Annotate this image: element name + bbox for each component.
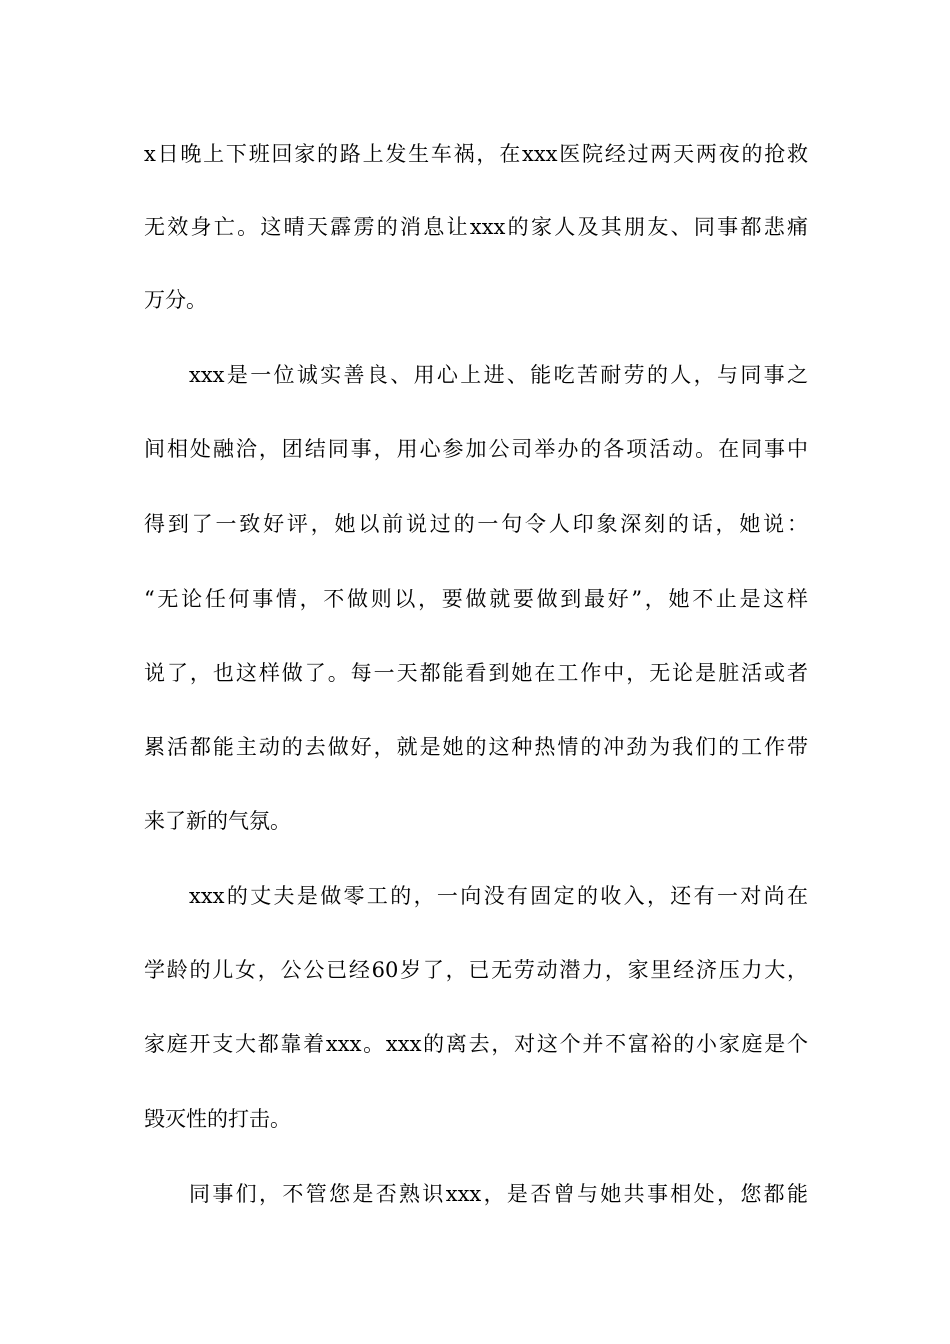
text-line: 说了，也这样做了。每一天都能看到她在工作中，无论是脏活或者 [144,661,808,685]
text-line: x日晚上下班回家的路上发生车祸，在xxx医院经过两天两夜的抢救 [144,142,808,166]
text-line: 间相处融洽，团结同事，用心参加公司举办的各项活动。在同事中 [144,437,808,461]
paragraph-first-line: 同事们，不管您是否熟识xxx，是否曾与她共事相处，您都能 [189,1182,808,1206]
text-line: 无效身亡。这晴天霹雳的消息让xxx的家人及其朋友、同事都悲痛 [144,215,808,239]
text-line: 累活都能主动的去做好，就是她的这种热情的冲劲为我们的工作带 [144,735,808,759]
text-line: 万分。 [144,288,207,312]
text-line: 学龄的儿女，公公已经60岁了，已无劳动潜力，家里经济压力大， [144,958,808,982]
text-line: 毁灭性的打击。 [144,1107,291,1131]
text-line: “无论任何事情，不做则以，要做就要做到最好”，她不止是这样 [144,587,808,611]
text-line: 得到了一致好评，她以前说过的一句令人印象深刻的话，她说： [144,512,808,536]
text-line: 家庭开支大都靠着xxx。xxx的离去，对这个并不富裕的小家庭是个 [144,1032,808,1056]
paragraph-first-line: xxx的丈夫是做零工的，一向没有固定的收入，还有一对尚在 [189,884,808,908]
paragraph-first-line: xxx是一位诚实善良、用心上进、能吃苦耐劳的人，与同事之 [189,363,808,387]
text-line: 来了新的气氛。 [144,809,291,833]
